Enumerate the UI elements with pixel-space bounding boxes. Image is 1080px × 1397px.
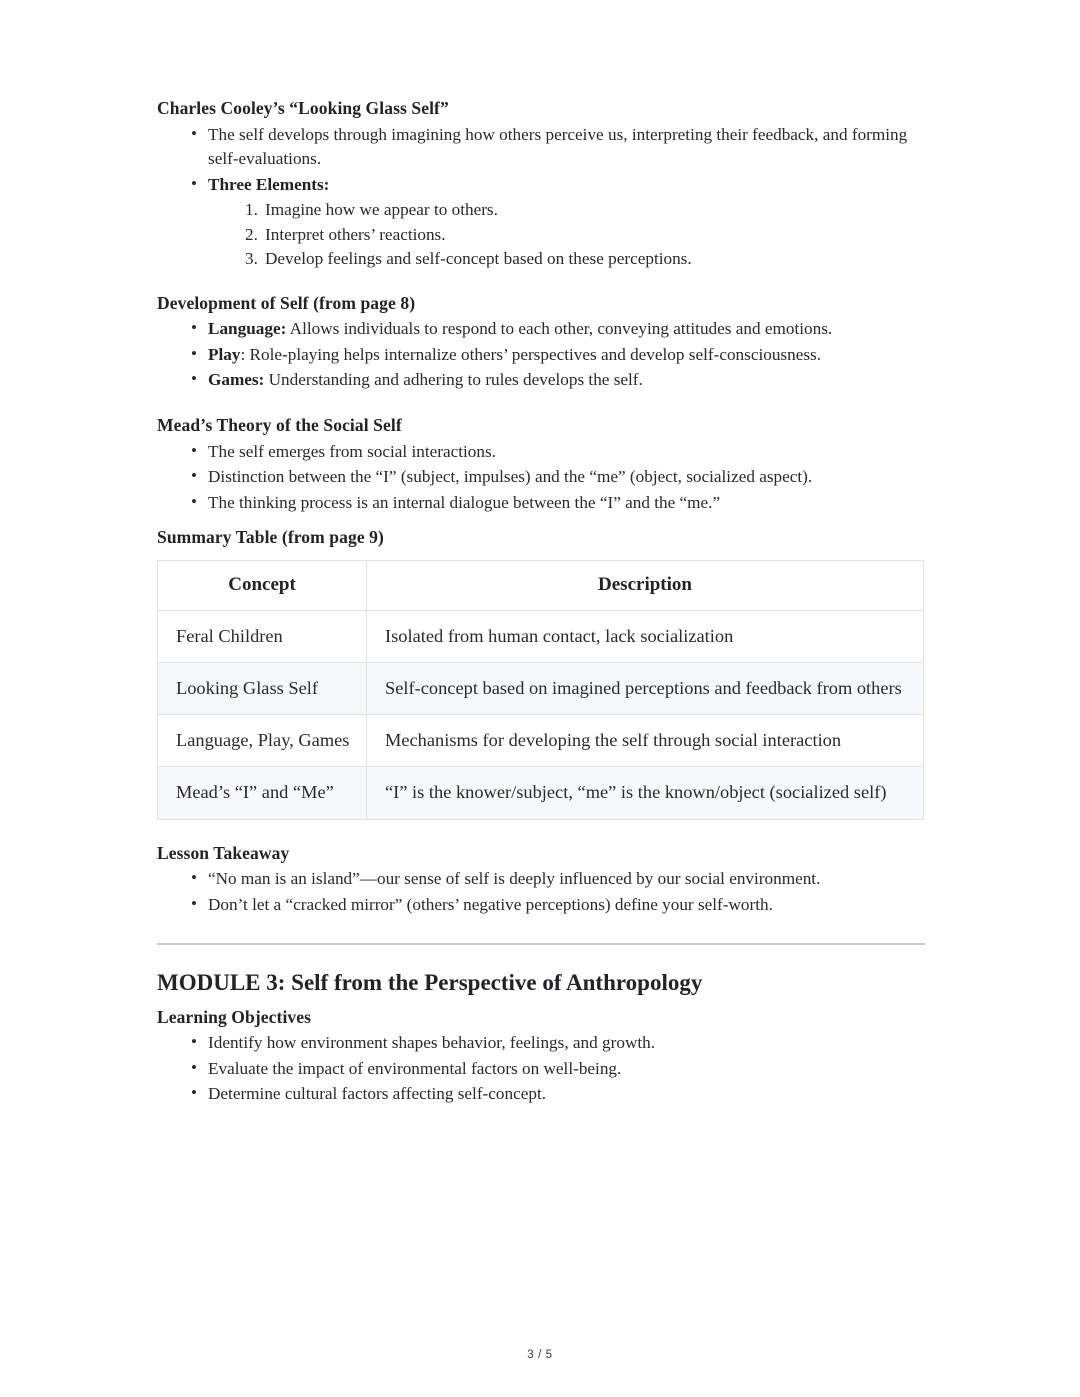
cooley-numbered-list: [157, 198, 925, 271]
list-item: Imagine how we appear to others.: [265, 200, 498, 220]
cooley-bullet-list: [157, 123, 925, 198]
section-module-3: [157, 967, 925, 1107]
development-bullet-list: [157, 317, 925, 393]
bullet-text: The self develops through imagining how others perceive us, interpreting their feedback, and forming self-evaluations.: [208, 124, 908, 169]
list-item: • Evaluate the impact of environmental factors on well-being.: [157, 1057, 925, 1082]
page-number-footer: 3 / 5: [527, 1349, 553, 1361]
list-item: [157, 173, 925, 198]
column-header-concept: Concept: [158, 561, 367, 611]
lesson-takeaway-list: [157, 867, 925, 917]
bullet-text: Understanding and adhering to rules develops the self.: [264, 370, 643, 390]
document-page: [157, 0, 925, 1108]
table-row: [158, 663, 924, 715]
section-heading-cooley: Charles Cooley’s “Looking Glass Self”: [157, 98, 449, 118]
list-item: Interpret others’ reactions.: [265, 224, 446, 244]
list-item: • Don’t let a “cracked mirror” (others’ negative perceptions) define your self-worth.: [157, 893, 925, 918]
bullet-text: : Role-playing helps internalize others’ perspectives and develop self-consciousness.: [240, 344, 822, 364]
spacer: [157, 272, 925, 292]
list-item: • “No man is an island”—our sense of self is deeply influenced by our social environment.: [157, 867, 925, 892]
bullet-text: Allows individuals to respond to each other, conveying attitudes and emotions.: [286, 319, 833, 339]
list-item: • Determine cultural factors affecting self-concept.: [157, 1082, 925, 1107]
summary-table: [157, 560, 924, 820]
list-item: [157, 317, 925, 342]
section-mead-theory: [157, 414, 925, 515]
list-item: [157, 123, 925, 172]
list-item: • The thinking process is an internal dialogue between the “I” and the “me.”: [157, 491, 925, 516]
table-row: [158, 611, 924, 663]
bullet-label: Games:: [208, 370, 265, 390]
table-row: [158, 715, 924, 767]
lesson-takeaway-heading: Lesson Takeaway: [157, 842, 290, 863]
section-heading-development-of-self: Development of Self (from page 8): [157, 292, 416, 313]
list-item: Develop feelings and self-concept based on these perceptions.: [265, 249, 692, 269]
learning-objectives-list: [157, 1031, 925, 1107]
table-row: [158, 767, 924, 819]
cell-concept: Mead’s “I” and “Me”: [158, 767, 367, 819]
cell-concept: Feral Children: [158, 611, 367, 663]
table-header-row: [158, 561, 924, 611]
column-header-description: Description: [367, 561, 924, 611]
spacer: [157, 820, 925, 842]
bullet-label: Three Elements:: [208, 174, 330, 194]
cell-description: “I” is the knower/subject, “me” is the known/object (socialized self): [367, 767, 924, 819]
section-heading-mead-theory: Mead’s Theory of the Social Self: [157, 415, 402, 436]
cell-description: Isolated from human contact, lack socialization: [367, 611, 924, 663]
section-summary-table: [157, 526, 925, 819]
summary-table-heading: Summary Table (from page 9): [157, 527, 384, 548]
section-lesson-takeaway: [157, 842, 925, 918]
list-item: • The self emerges from social interactions.: [157, 440, 925, 465]
list-item: • Identify how environment shapes behavior, feelings, and growth.: [157, 1031, 925, 1056]
cell-description: Self-concept based on imagined perceptions and feedback from others: [367, 663, 924, 715]
list-item: [157, 368, 925, 393]
spacer: [157, 394, 925, 414]
list-item: [157, 343, 925, 368]
spacer: [157, 516, 925, 526]
learning-objectives-heading: Learning Objectives: [157, 1006, 312, 1027]
list-item: • Distinction between the “I” (subject, impulses) and the “me” (object, socialized aspect).: [157, 465, 925, 490]
bullet-label: Play: [208, 344, 241, 364]
section-divider: [157, 943, 925, 945]
mead-bullet-list: [157, 440, 925, 516]
section-cooley: [157, 97, 925, 272]
section-development-of-self: [157, 292, 925, 393]
cell-concept: Looking Glass Self: [158, 663, 367, 715]
module-3-title: MODULE 3: Self from the Perspective of Anthropology: [157, 970, 703, 996]
cell-description: Mechanisms for developing the self through social interaction: [367, 715, 924, 767]
cell-concept: Language, Play, Games: [158, 715, 367, 767]
bullet-label: Language:: [208, 319, 287, 339]
